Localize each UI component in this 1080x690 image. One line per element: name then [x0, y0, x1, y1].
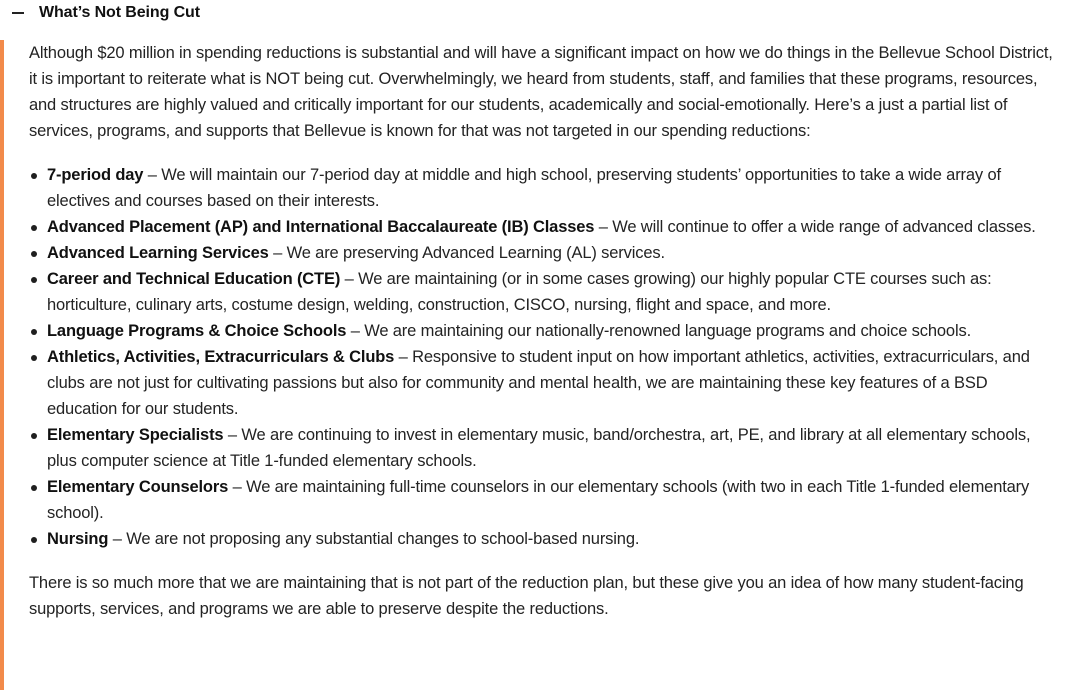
- list-item-title: Advanced Learning Services: [47, 244, 269, 262]
- list-item-title: Nursing: [47, 530, 109, 548]
- list-item-title: Advanced Placement (AP) and International Baccalaureate (IB) Classes: [47, 218, 595, 236]
- list-item: [29, 266, 1059, 318]
- accordion-panel: [0, 40, 1080, 690]
- closing-paragraph: There is so much more that we are maintaining that is not part of the reduction plan, but these give you an idea of how many student-facing supports, services, and programs we are able to preserve despite the reductions.: [29, 574, 1024, 618]
- accent-bar: [0, 40, 4, 690]
- list-item: [29, 526, 1059, 552]
- list-item-text: – We are maintaining our nationally-renowned language programs and choice schools.: [346, 322, 972, 340]
- list-item-text: – We are maintaining full-time counselors in our elementary schools (with two in each Title 1-funded elementary school).: [47, 478, 1030, 522]
- list-item: [29, 240, 1059, 266]
- program-list: [29, 162, 1059, 552]
- list-item: [29, 318, 1059, 344]
- list-item: [29, 474, 1059, 526]
- list-item: [29, 162, 1059, 214]
- list-item-title: Athletics, Activities, Extracurriculars & Clubs: [47, 348, 395, 366]
- list-item-title: Elementary Counselors: [47, 478, 229, 496]
- list-item: [29, 344, 1059, 422]
- list-item-title: Elementary Specialists: [47, 426, 224, 444]
- list-item: [29, 214, 1059, 240]
- list-item-title: Language Programs & Choice Schools: [47, 322, 347, 340]
- list-item-text: – Responsive to student input on how important athletics, activities, extracurriculars, and clubs are not just for cultivating passions but also for community and mental health, we are maintaining these key features of a BSD education for our students.: [47, 348, 1030, 418]
- list-item-text: – We are continuing to invest in elementary music, band/orchestra, art, PE, and library at all elementary schools, plus computer science at Title 1-funded elementary schools.: [47, 426, 1031, 470]
- accordion-header[interactable]: [0, 0, 1080, 28]
- accordion-title[interactable]: What’s Not Being Cut: [39, 4, 200, 21]
- list-item-text: – We will continue to offer a wide range of advanced classes.: [594, 218, 1036, 236]
- list-item-text: – We will maintain our 7-period day at middle and high school, preserving students’ opportunities to take a wide array of electives and courses based on their interests.: [47, 166, 1001, 210]
- minus-icon[interactable]: [10, 3, 26, 23]
- panel-content: [29, 40, 1059, 622]
- list-item-title: Career and Technical Education (CTE): [47, 270, 341, 288]
- intro-paragraph: Although $20 million in spending reductions is substantial and will have a significant impact on how we do things in the Bellevue School District, it is important to reiterate what is NOT being cut. Overwhelmingly, we heard from students, staff, and families that these programs, resources, and structures are highly valued and critically important for our students, academically and social-emotionally. Here’s a just a partial list of services, programs, and supports that Bellevue is known for that was not targeted in our spending reductions:: [29, 44, 1053, 140]
- list-item-title: 7-period day: [47, 166, 144, 184]
- list-item-text: – We are maintaining (or in some cases growing) our highly popular CTE courses such as: horticulture, culinary arts, costume design, welding, construction, CISCO, nursing, flight and space, and more.: [47, 270, 992, 314]
- list-item-text: – We are not proposing any substantial changes to school-based nursing.: [108, 530, 640, 548]
- list-item: [29, 422, 1059, 474]
- list-item-text: – We are preserving Advanced Learning (AL) services.: [268, 244, 665, 262]
